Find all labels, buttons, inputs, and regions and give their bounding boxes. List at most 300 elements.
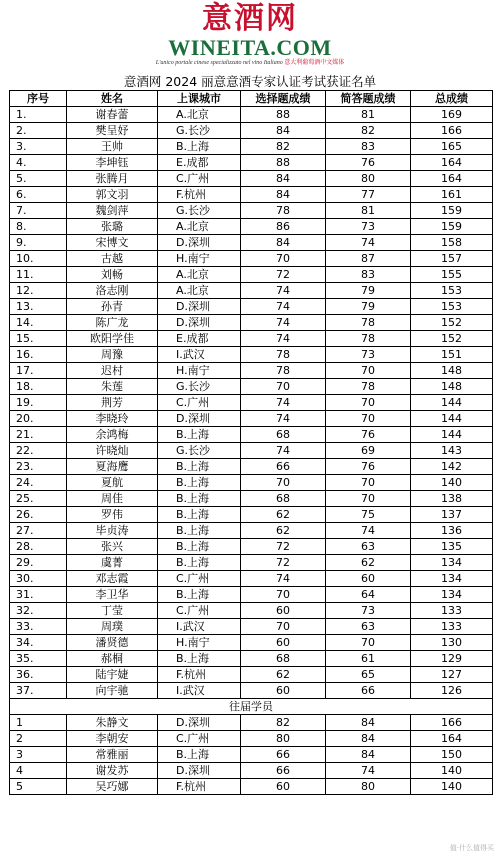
cell-city: B.上海 — [158, 651, 241, 667]
cell-number: 24. — [10, 475, 67, 491]
cell-number: 19. — [10, 395, 67, 411]
table-row — [10, 587, 493, 603]
cell-total-score: 157 — [411, 251, 493, 267]
cell-choice-score: 62 — [241, 667, 326, 683]
cell-choice-score: 60 — [241, 683, 326, 699]
cell-total-score: 134 — [411, 555, 493, 571]
cell-total-score: 161 — [411, 187, 493, 203]
section-label: 往届学员 — [10, 699, 493, 715]
cell-name: 王帅 — [67, 139, 158, 155]
cell-city: D.深圳 — [158, 411, 241, 427]
cell-number: 34. — [10, 635, 67, 651]
cell-number: 37. — [10, 683, 67, 699]
cell-short-answer-score: 78 — [326, 315, 411, 331]
cell-city: C.广州 — [158, 395, 241, 411]
cell-choice-score: 72 — [241, 555, 326, 571]
table-row — [10, 171, 493, 187]
section-row — [10, 699, 493, 715]
cell-choice-score: 88 — [241, 107, 326, 123]
cell-number: 35. — [10, 651, 67, 667]
col-header-choice-score: 选择题成绩 — [241, 91, 326, 107]
cell-total-score: 144 — [411, 427, 493, 443]
cell-choice-score: 84 — [241, 171, 326, 187]
col-header-short-answer-score: 简答题成绩 — [326, 91, 411, 107]
cell-name: 谢春蕾 — [67, 107, 158, 123]
cell-city: A.北京 — [158, 219, 241, 235]
cell-choice-score: 84 — [241, 235, 326, 251]
cell-total-score: 142 — [411, 459, 493, 475]
logo-tagline — [0, 59, 500, 67]
cell-total-score: 164 — [411, 171, 493, 187]
cell-city: E.成都 — [158, 155, 241, 171]
cell-name: 朱莲 — [67, 379, 158, 395]
cell-choice-score: 74 — [241, 443, 326, 459]
cell-city: D.深圳 — [158, 715, 241, 731]
cell-number: 25. — [10, 491, 67, 507]
cell-name: 向宇驰 — [67, 683, 158, 699]
past-student-row — [10, 763, 493, 779]
cell-number: 16. — [10, 347, 67, 363]
cell-city: D.深圳 — [158, 299, 241, 315]
table-row — [10, 363, 493, 379]
cell-number: 9. — [10, 235, 67, 251]
cell-short-answer-score: 87 — [326, 251, 411, 267]
cell-name: 周豫 — [67, 347, 158, 363]
past-student-row — [10, 715, 493, 731]
cell-total-score: 152 — [411, 331, 493, 347]
cell-city: A.北京 — [158, 283, 241, 299]
cell-choice-score: 68 — [241, 427, 326, 443]
cell-city: B.上海 — [158, 507, 241, 523]
cell-number: 2. — [10, 123, 67, 139]
table-row — [10, 155, 493, 171]
cell-total-score: 137 — [411, 507, 493, 523]
cell-total-score: 143 — [411, 443, 493, 459]
cell-choice-score: 60 — [241, 635, 326, 651]
cell-city: B.上海 — [158, 539, 241, 555]
cell-name: 谢发苏 — [67, 763, 158, 779]
cell-choice-score: 66 — [241, 459, 326, 475]
table-row — [10, 443, 493, 459]
cell-number: 33. — [10, 619, 67, 635]
cell-short-answer-score: 79 — [326, 283, 411, 299]
table-row — [10, 379, 493, 395]
cell-name: 周璞 — [67, 619, 158, 635]
cell-choice-score: 60 — [241, 603, 326, 619]
table-row — [10, 203, 493, 219]
cell-total-score: 140 — [411, 475, 493, 491]
cell-total-score: 159 — [411, 219, 493, 235]
cell-number: 13. — [10, 299, 67, 315]
cell-number: 14. — [10, 315, 67, 331]
cell-number: 1 — [10, 715, 67, 731]
cell-short-answer-score: 64 — [326, 587, 411, 603]
past-student-row — [10, 779, 493, 795]
cell-short-answer-score: 74 — [326, 235, 411, 251]
cell-short-answer-score: 73 — [326, 347, 411, 363]
cell-city: F.杭州 — [158, 779, 241, 795]
cell-choice-score: 66 — [241, 747, 326, 763]
col-header-number: 序号 — [10, 91, 67, 107]
cell-number: 23. — [10, 459, 67, 475]
cell-total-score: 126 — [411, 683, 493, 699]
cell-number: 4 — [10, 763, 67, 779]
cell-choice-score: 70 — [241, 251, 326, 267]
cell-city: H.南宁 — [158, 363, 241, 379]
cell-choice-score: 70 — [241, 475, 326, 491]
cell-short-answer-score: 69 — [326, 443, 411, 459]
cell-city: C.广州 — [158, 603, 241, 619]
cell-city: H.南宁 — [158, 251, 241, 267]
cell-number: 20. — [10, 411, 67, 427]
cell-total-score: 133 — [411, 619, 493, 635]
cell-short-answer-score: 83 — [326, 139, 411, 155]
cell-choice-score: 88 — [241, 155, 326, 171]
cell-number: 6. — [10, 187, 67, 203]
cell-total-score: 135 — [411, 539, 493, 555]
cell-total-score: 153 — [411, 299, 493, 315]
cell-total-score: 158 — [411, 235, 493, 251]
cell-total-score: 165 — [411, 139, 493, 155]
cell-city: H.南宁 — [158, 635, 241, 651]
cell-name: 陈广龙 — [67, 315, 158, 331]
cell-choice-score: 78 — [241, 203, 326, 219]
table-row — [10, 507, 493, 523]
cell-number: 7. — [10, 203, 67, 219]
cell-total-score: 150 — [411, 747, 493, 763]
cell-total-score: 159 — [411, 203, 493, 219]
table-row — [10, 251, 493, 267]
cell-choice-score: 78 — [241, 363, 326, 379]
cell-name: 宋博文 — [67, 235, 158, 251]
cell-name: 迟村 — [67, 363, 158, 379]
table-row — [10, 315, 493, 331]
table-row — [10, 395, 493, 411]
cell-name: 郝桐 — [67, 651, 158, 667]
table-row — [10, 459, 493, 475]
cell-number: 28. — [10, 539, 67, 555]
table-row — [10, 123, 493, 139]
cell-city: A.北京 — [158, 107, 241, 123]
cell-total-score: 130 — [411, 635, 493, 651]
logo-tagline-it: L'unico portale cinese specializzato nel vino Italiano — [155, 60, 283, 66]
table-row — [10, 475, 493, 491]
cell-short-answer-score: 73 — [326, 219, 411, 235]
cell-city: C.广州 — [158, 731, 241, 747]
cell-total-score: 166 — [411, 123, 493, 139]
cell-total-score: 138 — [411, 491, 493, 507]
cell-total-score: 140 — [411, 779, 493, 795]
cell-name: 许晓灿 — [67, 443, 158, 459]
col-header-city: 上课城市 — [158, 91, 241, 107]
cell-number: 5. — [10, 171, 67, 187]
cell-name: 樊呈妤 — [67, 123, 158, 139]
cell-short-answer-score: 65 — [326, 667, 411, 683]
cell-total-score: 153 — [411, 283, 493, 299]
cell-name: 张璐 — [67, 219, 158, 235]
cell-choice-score: 74 — [241, 315, 326, 331]
cell-name: 吴巧娜 — [67, 779, 158, 795]
cell-number: 21. — [10, 427, 67, 443]
cell-city: D.深圳 — [158, 763, 241, 779]
cell-name: 陆宇婕 — [67, 667, 158, 683]
cell-number: 5 — [10, 779, 67, 795]
cell-city: I.武汉 — [158, 347, 241, 363]
cell-city: B.上海 — [158, 555, 241, 571]
cell-short-answer-score: 74 — [326, 523, 411, 539]
cell-name: 张兴 — [67, 539, 158, 555]
cell-short-answer-score: 66 — [326, 683, 411, 699]
cell-city: E.成都 — [158, 331, 241, 347]
cell-city: I.武汉 — [158, 683, 241, 699]
watermark-text: 值·什么值得买 — [449, 844, 494, 852]
cell-name: 古越 — [67, 251, 158, 267]
cell-city: D.深圳 — [158, 235, 241, 251]
cell-number: 22. — [10, 443, 67, 459]
cell-choice-score: 72 — [241, 539, 326, 555]
cell-name: 李坤钰 — [67, 155, 158, 171]
cell-city: D.深圳 — [158, 315, 241, 331]
table-row — [10, 651, 493, 667]
cell-number: 26. — [10, 507, 67, 523]
table-row — [10, 139, 493, 155]
cell-total-score: 155 — [411, 267, 493, 283]
cell-choice-score: 70 — [241, 587, 326, 603]
table-row — [10, 411, 493, 427]
cell-short-answer-score: 77 — [326, 187, 411, 203]
cell-name: 虞菁 — [67, 555, 158, 571]
table-row — [10, 331, 493, 347]
cell-city: B.上海 — [158, 523, 241, 539]
cell-choice-score: 86 — [241, 219, 326, 235]
cell-name: 丁莹 — [67, 603, 158, 619]
cell-city: F.杭州 — [158, 667, 241, 683]
cell-choice-score: 70 — [241, 379, 326, 395]
cell-choice-score: 84 — [241, 187, 326, 203]
logo-english: WINEITA.COM — [168, 35, 332, 60]
cell-short-answer-score: 74 — [326, 763, 411, 779]
cell-number: 3 — [10, 747, 67, 763]
cell-choice-score: 84 — [241, 123, 326, 139]
cell-name: 欧阳学佳 — [67, 331, 158, 347]
table-row — [10, 539, 493, 555]
cell-name: 刘畅 — [67, 267, 158, 283]
cell-short-answer-score: 76 — [326, 155, 411, 171]
cell-number: 4. — [10, 155, 67, 171]
cell-name: 洛志刚 — [67, 283, 158, 299]
cell-name: 张腾月 — [67, 171, 158, 187]
cell-name: 潘贤德 — [67, 635, 158, 651]
cell-choice-score: 60 — [241, 779, 326, 795]
cell-short-answer-score: 70 — [326, 635, 411, 651]
logo-chinese: 意酒网 — [202, 1, 298, 36]
cell-number: 2 — [10, 731, 67, 747]
cell-short-answer-score: 70 — [326, 491, 411, 507]
cell-city: C.广州 — [158, 171, 241, 187]
cell-number: 12. — [10, 283, 67, 299]
cell-total-score: 144 — [411, 395, 493, 411]
cell-short-answer-score: 81 — [326, 107, 411, 123]
cell-total-score: 164 — [411, 731, 493, 747]
cell-choice-score: 78 — [241, 347, 326, 363]
cell-short-answer-score: 70 — [326, 411, 411, 427]
cell-number: 10. — [10, 251, 67, 267]
table-header-row — [10, 91, 493, 107]
cell-name: 李晓玲 — [67, 411, 158, 427]
cell-number: 18. — [10, 379, 67, 395]
cell-name: 毕贞涛 — [67, 523, 158, 539]
cell-number: 29. — [10, 555, 67, 571]
cell-name: 夏海鹰 — [67, 459, 158, 475]
cell-short-answer-score: 73 — [326, 603, 411, 619]
cell-short-answer-score: 82 — [326, 123, 411, 139]
table-row — [10, 299, 493, 315]
cell-name: 余鸿梅 — [67, 427, 158, 443]
cell-number: 15. — [10, 331, 67, 347]
cell-choice-score: 74 — [241, 331, 326, 347]
cell-choice-score: 68 — [241, 651, 326, 667]
cell-city: G.长沙 — [158, 379, 241, 395]
table-row — [10, 619, 493, 635]
cell-choice-score: 80 — [241, 731, 326, 747]
cell-short-answer-score: 83 — [326, 267, 411, 283]
cell-short-answer-score: 81 — [326, 203, 411, 219]
cell-choice-score: 70 — [241, 619, 326, 635]
cell-city: B.上海 — [158, 747, 241, 763]
cell-city: C.广州 — [158, 571, 241, 587]
cell-short-answer-score: 84 — [326, 731, 411, 747]
cell-number: 31. — [10, 587, 67, 603]
cell-choice-score: 62 — [241, 523, 326, 539]
cell-city: G.长沙 — [158, 123, 241, 139]
cell-choice-score: 74 — [241, 299, 326, 315]
cell-total-score: 152 — [411, 315, 493, 331]
col-header-name: 姓名 — [67, 91, 158, 107]
cell-choice-score: 82 — [241, 139, 326, 155]
cell-short-answer-score: 79 — [326, 299, 411, 315]
cell-city: B.上海 — [158, 459, 241, 475]
table-row — [10, 283, 493, 299]
cell-short-answer-score: 70 — [326, 363, 411, 379]
cell-total-score: 169 — [411, 107, 493, 123]
cell-choice-score: 72 — [241, 267, 326, 283]
cell-city: B.上海 — [158, 587, 241, 603]
cell-total-score: 148 — [411, 363, 493, 379]
table-row — [10, 555, 493, 571]
cell-short-answer-score: 84 — [326, 715, 411, 731]
cell-short-answer-score: 60 — [326, 571, 411, 587]
cell-short-answer-score: 70 — [326, 395, 411, 411]
cell-number: 27. — [10, 523, 67, 539]
cell-name: 魏剑萍 — [67, 203, 158, 219]
cell-total-score: 127 — [411, 667, 493, 683]
cell-city: B.上海 — [158, 491, 241, 507]
cell-choice-score: 74 — [241, 571, 326, 587]
cell-short-answer-score: 80 — [326, 171, 411, 187]
header — [0, 0, 500, 74]
table-row — [10, 603, 493, 619]
cell-city: G.长沙 — [158, 443, 241, 459]
cell-total-score: 134 — [411, 587, 493, 603]
table-row — [10, 571, 493, 587]
cell-short-answer-score: 84 — [326, 747, 411, 763]
cell-choice-score: 62 — [241, 507, 326, 523]
cell-short-answer-score: 78 — [326, 379, 411, 395]
cell-city: F.杭州 — [158, 187, 241, 203]
table-row — [10, 523, 493, 539]
cell-city: G.长沙 — [158, 203, 241, 219]
table-row — [10, 427, 493, 443]
cell-city: A.北京 — [158, 267, 241, 283]
table-row — [10, 635, 493, 651]
table-row — [10, 683, 493, 699]
cell-short-answer-score: 70 — [326, 475, 411, 491]
cell-choice-score: 82 — [241, 715, 326, 731]
cell-number: 17. — [10, 363, 67, 379]
cell-number: 30. — [10, 571, 67, 587]
cell-number: 8. — [10, 219, 67, 235]
cell-short-answer-score: 80 — [326, 779, 411, 795]
table-row — [10, 187, 493, 203]
cell-short-answer-score: 78 — [326, 331, 411, 347]
cell-short-answer-score: 75 — [326, 507, 411, 523]
cell-name: 常雅丽 — [67, 747, 158, 763]
table-row — [10, 667, 493, 683]
cell-short-answer-score: 76 — [326, 427, 411, 443]
cell-total-score: 164 — [411, 155, 493, 171]
cell-name: 郭文羽 — [67, 187, 158, 203]
cell-number: 36. — [10, 667, 67, 683]
cell-short-answer-score: 61 — [326, 651, 411, 667]
table-row — [10, 219, 493, 235]
cell-short-answer-score: 63 — [326, 619, 411, 635]
table-row — [10, 235, 493, 251]
cell-name: 朱静文 — [67, 715, 158, 731]
cell-total-score: 151 — [411, 347, 493, 363]
cell-name: 孙青 — [67, 299, 158, 315]
cell-total-score: 144 — [411, 411, 493, 427]
cell-number: 32. — [10, 603, 67, 619]
cell-city: B.上海 — [158, 475, 241, 491]
cell-number: 11. — [10, 267, 67, 283]
cell-city: B.上海 — [158, 139, 241, 155]
cell-name: 周佳 — [67, 491, 158, 507]
cell-city: I.武汉 — [158, 619, 241, 635]
cell-choice-score: 68 — [241, 491, 326, 507]
cell-total-score: 148 — [411, 379, 493, 395]
cell-short-answer-score: 76 — [326, 459, 411, 475]
cell-choice-score: 74 — [241, 411, 326, 427]
cell-choice-score: 66 — [241, 763, 326, 779]
cell-short-answer-score: 63 — [326, 539, 411, 555]
cell-name: 罗伟 — [67, 507, 158, 523]
cell-total-score: 134 — [411, 571, 493, 587]
cell-total-score: 166 — [411, 715, 493, 731]
logo-tagline-cn: 意大利葡萄酒中文媒体 — [284, 60, 345, 66]
cell-number: 1. — [10, 107, 67, 123]
table-row — [10, 107, 493, 123]
cell-name: 李卫华 — [67, 587, 158, 603]
table-row — [10, 267, 493, 283]
results-table — [9, 90, 493, 795]
cell-name: 荆芳 — [67, 395, 158, 411]
cell-total-score: 136 — [411, 523, 493, 539]
cell-total-score: 140 — [411, 763, 493, 779]
cell-choice-score: 74 — [241, 395, 326, 411]
table-row — [10, 347, 493, 363]
cell-choice-score: 74 — [241, 283, 326, 299]
cell-name: 夏航 — [67, 475, 158, 491]
